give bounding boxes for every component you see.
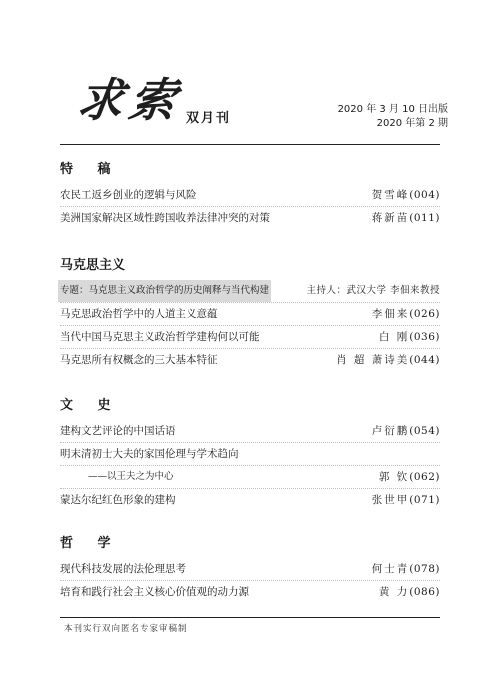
section-title: 哲 学 (60, 536, 121, 551)
section-marxism (60, 256, 440, 371)
entry-title: 马克思所有权概念的三大基本特征 (60, 354, 218, 366)
section-literature-history (60, 396, 440, 511)
entry-byline (336, 349, 440, 371)
entry-byline (372, 558, 440, 580)
toc-entry[interactable] (60, 326, 440, 349)
publication-date: 2020 年 3 月 10 日出版 (337, 104, 448, 115)
entry-page: (026) (409, 308, 440, 320)
masthead (0, 0, 500, 150)
footer-divider (60, 617, 440, 618)
toc-entry[interactable] (60, 303, 440, 326)
section-title: 文 史 (60, 398, 121, 413)
entry-subtitle: ——以王夫之为中心 (88, 471, 174, 482)
entry-page: (062) (409, 471, 440, 483)
entry-author: 李佃来 (371, 308, 410, 320)
toc-entry[interactable] (60, 489, 440, 511)
entry-author: 何士青 (371, 563, 410, 575)
entry-page: (071) (409, 494, 440, 506)
toc-entry[interactable] (60, 207, 440, 229)
entry-byline (379, 581, 440, 603)
toc-entry[interactable] (60, 558, 440, 581)
entry-title: 当代中国马克思主义政治哲学建构何以可能 (60, 331, 260, 343)
entry-author: 蒋新苗 (371, 212, 410, 224)
entry-page: (011) (409, 212, 440, 224)
entry-title: 马克思政治哲学中的人道主义意蕴 (60, 308, 218, 320)
entry-author: 卢衍鹏 (371, 425, 410, 437)
journal-frequency: 双月刊 (186, 111, 232, 126)
entry-byline (379, 326, 440, 348)
entry-author: 贺雪峰 (371, 189, 410, 201)
entry-page: (044) (409, 354, 440, 366)
issue-number: 2020 年第 2 期 (376, 118, 448, 129)
entry-title: 培育和践行社会主义核心价值观的动力源 (60, 586, 249, 598)
entry-title: 现代科技发展的法伦理思考 (60, 563, 186, 575)
feature-title: 专题：马克思主义政治哲学的历史阐释与当代构建 (58, 280, 271, 302)
entry-byline (379, 466, 440, 488)
section-philosophy (60, 534, 440, 603)
toc-entry[interactable] (60, 581, 440, 603)
toc-entry[interactable] (60, 349, 440, 371)
entry-page: (036) (409, 331, 440, 343)
entry-page: (054) (409, 425, 440, 437)
entry-title: 建构文艺评论的中国话语 (60, 425, 176, 437)
entry-byline (372, 303, 440, 325)
journal-logo: 求索 (73, 73, 186, 127)
entry-title: 农民工返乡创业的逻辑与风险 (60, 189, 197, 201)
toc-entry[interactable] (60, 420, 440, 443)
entry-title: 明末清初士大夫的家国伦理与学术趋向 (60, 448, 239, 460)
entry-author: 张世甲 (371, 494, 410, 506)
entry-byline (372, 184, 440, 206)
entry-title: 美洲国家解决区域性跨国收养法律冲突的对策 (60, 212, 270, 224)
entry-page: (086) (409, 586, 440, 598)
toc-entry[interactable] (60, 184, 440, 207)
feature-host: 主持人：武汉大学 李佃来教授 (306, 285, 440, 296)
entry-author: 白 刚 (378, 331, 410, 343)
publication-info (338, 103, 448, 131)
entry-page: (004) (409, 189, 440, 201)
entry-title: 蒙达尔纪红色形象的建构 (60, 494, 176, 506)
entry-author: 郭 钦 (378, 471, 410, 483)
section-title: 特 稿 (60, 162, 121, 177)
entry-page: (078) (409, 563, 440, 575)
toc-entry[interactable] (60, 443, 440, 466)
header-divider (60, 144, 440, 145)
entry-author: 黄 力 (378, 586, 410, 598)
feature-topic[interactable] (60, 280, 440, 303)
section-special (60, 160, 440, 229)
review-policy-note: 本刊实行双向匿名专家审稿制 (64, 624, 188, 634)
toc-entry-subtitle[interactable] (60, 466, 440, 489)
entry-byline (372, 420, 440, 442)
entry-author: 肖 超 萧诗美 (336, 354, 410, 366)
entry-byline (372, 207, 440, 229)
entry-byline (372, 489, 440, 511)
section-title: 马克思主义 (60, 258, 126, 273)
